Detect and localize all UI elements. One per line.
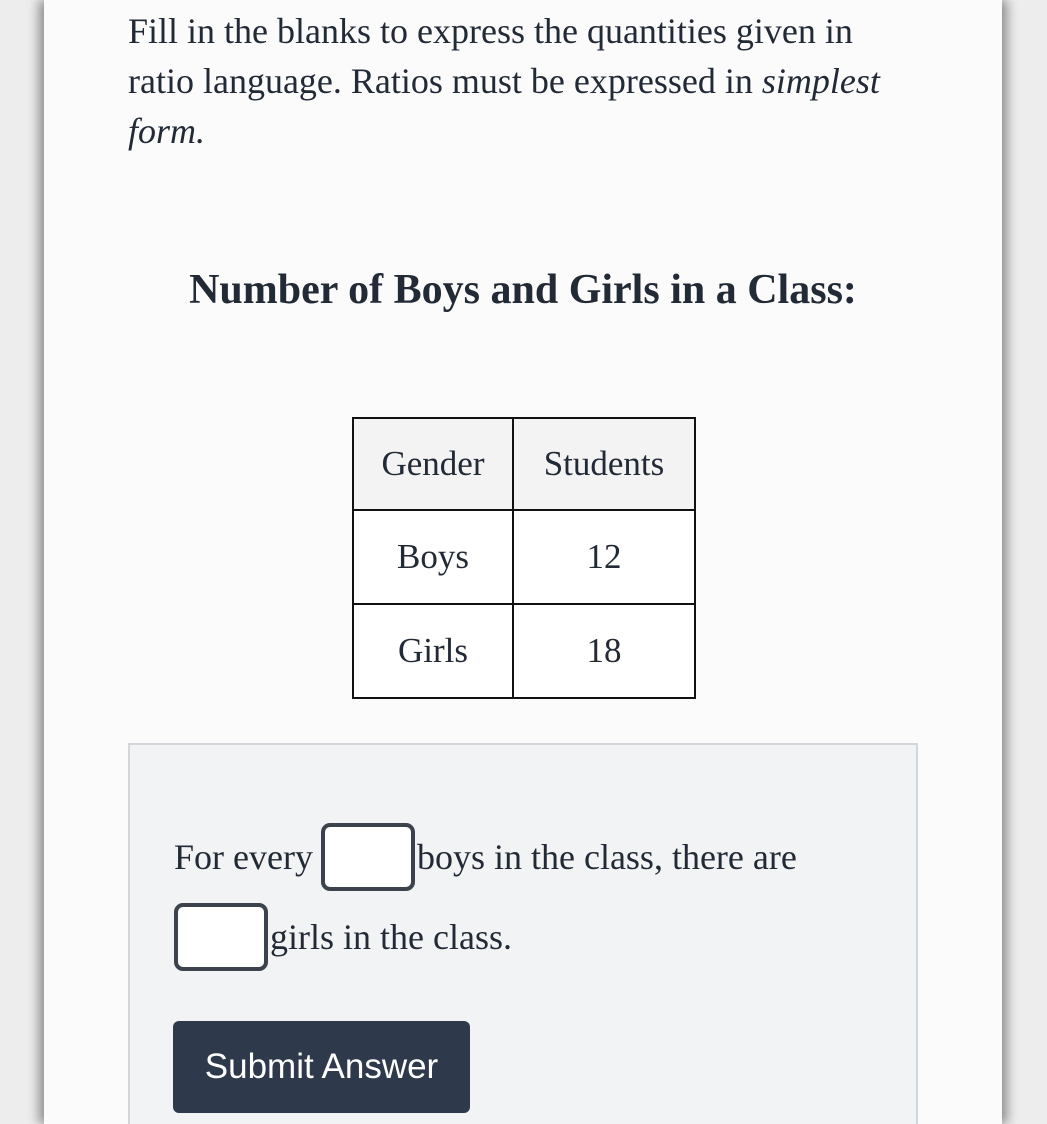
header-students: Students xyxy=(513,418,695,510)
table-header-row xyxy=(353,418,695,510)
submit-answer-button[interactable]: Submit Answer xyxy=(173,1021,470,1113)
boys-ratio-input[interactable] xyxy=(321,823,415,891)
students-table xyxy=(352,417,696,699)
answer-panel xyxy=(128,743,918,1124)
answer-sentence xyxy=(174,817,894,977)
table-title: Number of Boys and Girls in a Class: xyxy=(189,267,857,313)
cell-count-boys: 12 xyxy=(513,510,695,604)
sentence-part-2: boys in the class, there are xyxy=(416,837,797,877)
cell-count-girls: 18 xyxy=(513,604,695,698)
sentence-part-1: For every xyxy=(174,837,313,877)
instructions-text xyxy=(128,6,918,156)
instructions-emphasis: simplest form. xyxy=(128,61,880,151)
table-row xyxy=(353,604,695,698)
table-row xyxy=(353,510,695,604)
header-gender: Gender xyxy=(353,418,513,510)
sentence-part-3: girls in the class. xyxy=(270,917,512,957)
cell-gender-boys: Boys xyxy=(353,510,513,604)
cell-gender-girls: Girls xyxy=(353,604,513,698)
instructions-main: Fill in the blanks to express the quantities given in ratio language. Ratios must be expressed in xyxy=(128,11,853,101)
girls-ratio-input[interactable] xyxy=(174,903,268,971)
problem-page xyxy=(44,0,1002,1124)
